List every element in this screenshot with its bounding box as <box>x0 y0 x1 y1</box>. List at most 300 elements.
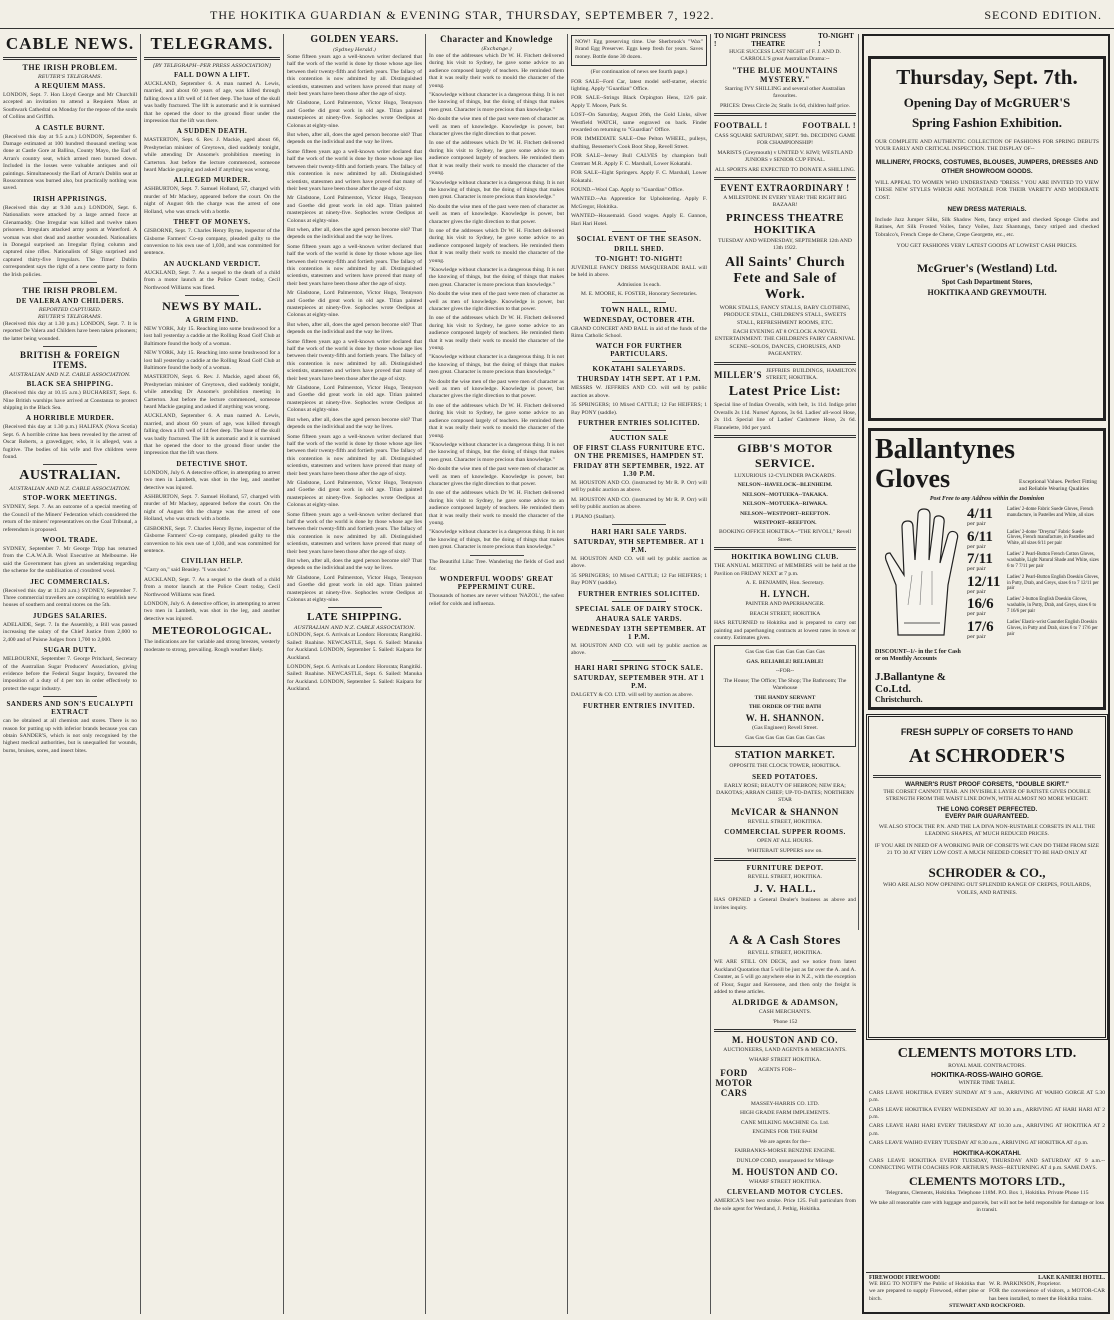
ad-heading: HOKITIKA-ROSS-WAIHO GORGE. <box>931 1072 1043 1080</box>
ad-text: Post Free to any Address within the Dominion <box>929 496 1045 502</box>
ad-text: NELSON--HAVELOCK--BLENHEIM. <box>737 482 833 489</box>
ad-heading: MILLER'S <box>714 369 763 380</box>
meteorological-heading: METEOROLOGICAL. <box>152 625 272 638</box>
ad-heading: WEDNESDAY 13TH SEPTEMBER. AT 1 P.M. <box>571 624 707 641</box>
timetable-entry: CARS LEAVE HOKITIKA EVERY SUNDAY AT 9 a.m., ARRIVING AT WAIHO GORGE AT 5.30 p.m. <box>869 1089 1105 1104</box>
price-row <box>967 530 1099 551</box>
ad-text: A. E. BENJAMIN, Hon. Secretary. <box>745 580 825 587</box>
article-text: Mr Gladstone, Lord Palmerston, Victor Hugo, Tennyson and Goethe did great work in old age. Titian painted masterpieces at ninety-five. Sophocles wrote Oedipus at Colonus at eighty-nine. <box>287 195 422 224</box>
article-text: LONDON, Sept. 7. Hon Lloyd George and Mr Churchill accepted an invitation to attend a Requiem Mass at Southwark Cathedral on Monday for the repose of the souls of Collins and Griffith. <box>3 92 137 121</box>
classified-ad: FOR SALE--Strings Black Orpington Hens, 12/6 pair. Apply T. Moore, Park St. <box>571 95 707 109</box>
british-items-heading: BRITISH & FOREIGN ITEMS. <box>19 350 121 371</box>
ad-text: Include Jazz Jumper Silks, Silk Shadow Nets, fancy striped and checked Sponge Cloths and Ratines, Art Silk Frosted Voiles, fancy Voiles, Jazz Shantungs, fancy striped and checked Tobralco's, French Crepe de Chene, Crepe Georgette, etc., etc. <box>875 217 1099 238</box>
article-heading: BLACK SEA SHIPPING. <box>26 380 114 389</box>
ad-heading: M. HOUSTON AND CO. <box>731 1035 839 1046</box>
ballantynes-company: J.Ballantyne & Co.Ltd. <box>875 671 946 695</box>
article-text: "Knowledge without character is a dangerous thing. It is not the knowing of things, but the doing of things that makes men great. Character is more precious than knowledge." <box>429 266 564 288</box>
ad-heading: FURTHER ENTRIES SOLICITED. <box>578 589 700 598</box>
article-text: GISBORNE, Sept. 7. Charles Henry Byrne, inspector of the Gisborne Farmers' Co-op company, pleaded guilty to the conversion to his own use of 1,030, and was committed for sentence. <box>144 525 280 554</box>
article-text: (Received this day at 9.30 a.m.) LONDON, Sept. 6. Nationalists were attacked by a large armed force at Glenamaddy. One Irregular was killed and twelve taken prisoners. Irregulars attacked army posts at Waterford. A woman was shot dead and another wounded. Nationalists in Donegal surprised an Irregular flying column and captured nine rifles. Nationalists of Sligo surprised and captured thirty-five Irregulars. The Times' Dublin correspondent says the right of a new centre party to form the Irish policies. <box>3 204 137 278</box>
ad-text: WILL APPEAL TO WOMEN WHO UNDERSTAND "DRESS." YOU ARE INVITED TO VIEW THESE NEW STYLES WHICH ARE NOTABLE FOR THEIR VARIETY AND MODERATE COST. <box>875 179 1099 201</box>
ad-heading: Latest Price List: <box>728 384 842 400</box>
article-text: (Received this day at 1.30 p.m.) LONDON, Sept. 7. It is reported De Valera and Childers have been taken prisoners; the latter being wounded. <box>3 320 137 342</box>
ad-text: Admission 1s each. <box>617 281 661 288</box>
ad-text: ROYAL MAIL CONTRACTORS. <box>948 1063 1026 1069</box>
price-desc: Ladies' 2 Pearl-Button French Cotton Gloves, washable, Light Natural Shade and White, sizes 6 to 7 7/11 per pair <box>1007 552 1099 569</box>
classified-ad: FOR IMMEDIATE SALE--One Pelton WHEEL, pulleys, shafting, Bessemer's Cook Boot Shop, Revell Street. <box>571 136 707 150</box>
ad-text: EARLY ROSE; BEAUTY OF HEBRON; NEW ERA; DAKOTAS; ARRAN CHIEF; UP-TO-DATES; NORTHERN STAR <box>716 782 854 804</box>
price-row <box>967 552 1099 573</box>
late-shipping-heading: LATE SHIPPING. <box>307 611 402 624</box>
ad-text: HOKITIKA AND GREYMOUTH. <box>927 287 1047 297</box>
article-text: AUCKLAND, September 6. A man named A. Lewis, married, and about 60 years of age, was killed through falling down a lift well of 14 feet deep. The base of the skull was badly fractured. The lift is automatic and it is surmised that he opened the door to the ground floor under the impression that the lift was there. <box>144 81 280 125</box>
classified-ad: FOR SALE--Ford Car, latest model self-starter, electric lighting. Apply "Guardian" Office. <box>571 78 707 93</box>
ad-heading: McVICAR & SHANNON <box>731 806 839 817</box>
ad-heading: FURTHER ENTRIES SOLICITED. <box>578 419 700 427</box>
ad-text: 'Phone 152 <box>772 1018 798 1025</box>
ad-text: MARISTS (Greymouth) v UNITED V. KIWI; WESTLAND JUNIORS v SENIOR CUP FINAL. <box>717 149 853 164</box>
timetable-entry: CARS LEAVE HARI HARI EVERY THURSDAY AT 10.30 a.m., ARRIVING AT HOKITIKA AT 2 p.m. <box>869 1123 1105 1137</box>
price-value: 4/11 <box>967 506 993 522</box>
ad-heading: EVENT EXTRAORDINARY ! <box>720 183 850 194</box>
ad-heading: NEW DRESS MATERIALS. <box>947 206 1027 214</box>
ad-text: WHARF STREET HOKITIKA. <box>748 1056 822 1063</box>
article-heading: FALL DOWN A LIFT. <box>174 71 250 79</box>
ad-text: WORK STALLS, FANCY STALLS, BABY CLOTHING, PRODUCE STALL, CHILDREN'S STALL, SWEETS STALL, REFRESHMENT ROOMS, ETC. <box>719 304 851 326</box>
ad-heading: W. H. SHANNON. <box>745 713 825 724</box>
article-text: No doubt the wise men of the past were men of character as well as men of knowledge. Knowledge is power, but character gives the right direction to that power. <box>429 116 564 138</box>
article-heading: IRISH APPRISINGS. <box>33 194 107 203</box>
ad-text: Spot Cash Department Stores, <box>941 277 1033 286</box>
ad-text: AUCTIONEERS, LAND AGENTS & MERCHANTS. <box>723 1047 847 1054</box>
ad-text: M. E. MOORE, K. FOSTER, Honorary Secretaries. <box>580 291 698 298</box>
ad-heading: FRESH SUPPLY OF CORSETS TO HAND <box>900 727 1074 737</box>
ad-text: MESSRS W. JEFFRIES AND CO. will sell by public auction as above. <box>571 385 707 399</box>
article-text: ASHBURTON, Sept. 7. Samuel Holland, 57, charged with murder of Mr Mackey, appeared before the court. On the night of August 6th the charge was the arrest of one Holland, who was struck with a bottle. <box>144 494 280 523</box>
ad-text: GAS. RELIABLE! RELIABLE! <box>746 658 824 665</box>
section-subhead: REUTER'S TELEGRAMS. <box>37 74 103 80</box>
article-text: In one of the addresses which Dr W. H. Fitchett delivered during his visit to Sydney, he gave some advice to an audience composed largely of teachers. He reminded them that it was really their work to mould the character of the young. <box>429 227 564 264</box>
article-text: But when, after all, does the aged person become old? That depends on the individual and the way he lives. <box>287 132 422 146</box>
column-telegrams <box>141 32 283 1314</box>
ad-text: M. HOUSTON AND CO. (instructed by Mr R. P. Orr) will sell by public auction as above. <box>571 496 707 511</box>
ad-text: HAS OPENED a General Dealer's business as above and invites inquiry. <box>714 897 856 911</box>
ad-text: OPPOSITE THE CLOCK TOWER, HOKITIKA. <box>729 763 841 770</box>
article-text: can be obtained at all chemists and stores. There is no reason for putting up with inferior brands because you can obtain SANDER'S, which is not only recognised by the highest medical authorities, but is unequalled for wounds, burns, bruises, sores, and insect bites. <box>3 718 137 754</box>
ad-text: CASH MERCHANTS. <box>758 1009 812 1016</box>
article-text: AUCKLAND, September 6. A man named A. Lewis, married, and about 60 years of age, was killed through falling down a lift well of 14 feet deep. The base of the skull was badly fractured. The lift is automatic and it is surmised that he opened the door to the ground floor under the impression that the lift was there. <box>144 413 280 457</box>
ad-heading: FOOTBALL ! <box>714 121 768 131</box>
glove-price-list <box>967 505 1099 704</box>
timetable-entry: CARS LEAVE HOKITIKA EVERY WEDNESDAY AT 10.30 a.m., ARRIVING AT HARI HARI AT 2 p.m. <box>869 1106 1105 1121</box>
ad-heading: M. HOUSTON AND CO. <box>731 1166 839 1177</box>
section-subhead: AUSTRALIAN AND N.Z. CABLE ASSOCIATION. <box>9 486 131 493</box>
ad-heading: THURSDAY 14TH SEPT. AT 1 P.M. <box>577 375 701 384</box>
ad-text: The House; The Office; The Shop; The Bathroom; The Warehouse <box>723 677 847 692</box>
ad-text: PRICES: Dress Circle 2s; Stalls 1s 6d, children half price. <box>719 102 851 109</box>
article-text: (Received this day at 10.15 a.m.) BUCHAREST, Sept. 6. Nine British warships have arrived at Constanza to protect shipping in the Black Sea. <box>3 390 137 411</box>
ad-heading: MILLINERY, FROCKS, COSTUMES, BLOUSES, JUMPERS, DRESSES AND OTHER SHOWROOM GOODS. <box>875 158 1099 175</box>
ad-heading: PRINCESS THEATRE HOKITIKA <box>726 211 844 236</box>
ad-heading: HARI HARI SALE YARDS. <box>591 528 687 537</box>
section-subhead: REPORTED CAPTURED. <box>38 306 102 313</box>
article-text: Mr Gladstone, Lord Palmerston, Victor Hugo, Tennyson and Goethe did great work in old age. Titian painted masterpieces at ninety-five. Sophocles wrote Oedipus at Colonus at eighty-nine. <box>287 479 422 509</box>
article-text: In one of the addresses which Dr W. H. Fitchett delivered during his visit to Sydney, he gave some advice to an audience composed largely of teachers. He reminded them that it was really their work to mould the character of the young. <box>429 490 564 526</box>
article-text: GISBORNE, Sept. 7. Charles Henry Byrne, inspector of the Gisborne Farmers' Co-op company, pleaded guilty to the conversion to his own use of 1,030, and was committed for sentence. <box>144 228 280 257</box>
ad-text: Exceptional Values. Perfect Fitting and Reliable Wearing Qualities <box>1019 479 1097 493</box>
article-text: AUCKLAND, Sept. 7. As a sequel to the death of a child from a motor launch at the Police Court today, Cecil Northwood Williams was fined. <box>144 576 280 598</box>
section-subhead: (Exchange.) <box>481 46 512 52</box>
ad-text: GRAND CONCERT AND BALL in aid of the funds of the Rimu Catholic School. <box>571 325 707 339</box>
article-text: LONDON, July 6. A detective officer, in attempting to arrest two men in Lambeth, was shot in the leg, and another detective was injured. <box>144 469 280 491</box>
ad-text: MASSEY-HARRIS CO. LTD. <box>750 1101 820 1108</box>
ad-heading: TOWN HALL, RIMU. <box>600 305 678 314</box>
ad-heading: WARNER'S RUST PROOF CORSETS, "DOUBLE SKIRT." <box>905 781 1069 788</box>
price-desc: Ladies' 2-dome Fabric Suede Gloves, French manufacture, in Pastelles and White, all sizes <box>1007 507 1094 518</box>
article-text: "Knowledge without character is a dangerous thing. It is not the knowing of things, but the doing of things that makes men great. Character is more precious than knowledge." <box>429 441 564 463</box>
ad-heading: TO-NIGHT! TO-NIGHT! <box>595 254 683 263</box>
section-subhead: REUTER'S TELEGRAMS. <box>37 313 103 320</box>
ad-text: Christchurch. <box>875 695 923 704</box>
ad-text: NELSON--MOTUEKA--RIWAKA. <box>742 501 828 508</box>
timetable-entry: CARS LEAVE HOKITIKA EVERY TUESDAY, THURSDAY AND SATURDAY AT 9 a.m.--CONNECTING WITH COACHES FOR ARTHUR'S PASS--RETURNING AT 4 p.m. SAME DAYS. <box>869 1157 1105 1172</box>
ad-text: JUVENILE FANCY DRESS MASQUERADE BALL will be held in above. <box>571 264 707 279</box>
ad-text: Starring IVY SHILLING and several other Australian favourites. <box>724 85 846 100</box>
ad-heading: FURNITURE DEPOT. <box>746 863 824 872</box>
ad-text: CANE MILKING MACHINE Co. Ltd. <box>740 1119 830 1126</box>
price-value: 17/6 <box>967 618 994 635</box>
ad-heading: SATURDAY, 9TH SEPTEMBER. AT 1 P.M. <box>573 538 705 555</box>
article-text: "Carry on," said Beasley. "I was shot." <box>144 567 231 574</box>
article-text: (Received this day at 11.20 a.m.) SYDNEY, September 7. Three commercial travellers are conspiring to establish new houses of southern and central stores on the 5th. <box>3 587 137 609</box>
ad-heading: CLEVELAND MOTOR CYCLES. <box>726 1188 844 1197</box>
price-per: per pair <box>967 567 986 573</box>
ad-heading: GIBB'S MOTOR SERVICE. <box>737 440 833 470</box>
ad-text: Telegrams, Clements, Hokitika. Telephone 118M. P.O. Box 1, Hokitika. Private Phone 115 <box>885 1190 1089 1197</box>
clements-name: CLEMENTS MOTORS LTD. <box>897 1046 1077 1061</box>
ad-heading: AUCTION SALE <box>609 434 669 442</box>
ballantynes-name: Ballantynes <box>875 434 1016 465</box>
ad-text: BEACH STREET, HOKITIKA <box>749 610 821 617</box>
cable-news-heading: CABLE NEWS. <box>5 34 135 53</box>
masthead-title: THE HOKITIKA GUARDIAN & EVENING STAR, THURSDAY, SEPTEMBER 7, 1922. <box>210 8 715 22</box>
masthead <box>0 0 1114 29</box>
article-text: LONDON, Sept. 6. Arrivals at London: Hororata; Rangitiki. Sailed: Ruahine. NEWCASTLE, Sept. 6. Sailed: Manuka for Auckland. LONDON, September 5. Sailed: Kaipara for Auckland. <box>287 664 423 693</box>
ad-text: W. R. PARKINSON, Proprietor. <box>989 1281 1062 1287</box>
ad-text: DALGETY & CO. LTD. will sell by auction as above. <box>571 692 694 699</box>
ad-text: EACH EVENING AT 8 O'CLOCK A NOVEL ENTERTAINMENT. THE CHILDREN'S FAIRY CARNIVAL SCENE--SOLOS, DANCES, CHORUSES, AND PAGEANTRY. <box>714 328 856 358</box>
article-heading: A REQUIEM MASS. <box>34 82 106 90</box>
article-text: In one of the addresses which Dr W. H. Fitchett delivered during his visit to Sydney, he gave some advice to an audience composed largely of teachers. He reminded them that it was really their work to mould the character of the young. <box>429 140 564 177</box>
classified-ad: FOR SALE--Jersey Bull CALVES by champion bull Contrast M.R. Apply F. C. Marshall, Lower Kokatahi. <box>571 153 707 167</box>
schroder-advert <box>866 714 1108 1040</box>
article-text: In one of the addresses which Dr W. H. Fitchett delivered during his visit to Sydney, he gave some advice to an audience composed largely of teachers. He reminded them that it was really their work to mould the character of the young. <box>429 53 564 89</box>
article-text: Some fifteen years ago a well-known writer declared that half the work of the world is done by those whose age lies between their twenty-fifth and fortieth years. The fallacy of this contention is now admitted by all. Distinguished scientists, statesmen and writers have proved that many of their best years have been those after the age of sixty. <box>287 243 422 287</box>
ad-heading: FIREWOOD! FIREWOOD! <box>869 1275 941 1281</box>
article-heading: JUDGES SALARIES. <box>32 611 108 620</box>
price-desc: Ladies' 2-button English Doeskin Gloves, washable, in Putty, Drab, and Greys, sizes 6 to 7 16/6 per pair <box>1007 597 1097 614</box>
article-text: SYDNEY, September 7. Mr George Tripp has returned from the C.A.W.A.B. Wool Executive at Melbourne. He said the Government has given an undertaking regarding the scheme for the stabilisation of crossbred wool. <box>3 546 137 575</box>
ad-text: WINTER TIME TABLE. <box>958 1080 1016 1087</box>
mcgruer-advert <box>868 56 1106 421</box>
article-heading: A CASTLE BURNT. <box>35 123 105 132</box>
article-text: "Knowledge without character is a dangerous thing. It is not the knowing of things, but the doing of things that makes men great. Character is more precious than knowledge." <box>429 92 564 113</box>
ad-heading: KOKATAHI SALEYARDS. <box>592 365 686 374</box>
ad-text: M. HOUSTON AND CO. will sell by public auction as above. <box>571 642 707 657</box>
ad-text: OPEN AT ALL HOURS. <box>757 838 813 845</box>
mcgruer-spring: Spring Fashion Exhibition. <box>912 115 1062 130</box>
ballantynes-gloves: Gloves <box>875 464 951 493</box>
ad-heading: FRIDAY 8TH SEPTEMBER, 1922. AT 1.30 P.M. <box>573 462 705 478</box>
ad-heading: HOKITIKA BOWLING CLUB. <box>731 553 839 562</box>
article-text: But when, after all, does the aged person become old? That depends on the individual and the way he lives. <box>287 558 422 572</box>
ad-heading: HARI HARI SPRING STOCK SALE. <box>574 664 704 673</box>
ad-heading: WATCH FOR FURTHER PARTICULARS. <box>595 342 683 359</box>
ad-text: ENGINES FOR THE FARM <box>752 1129 818 1136</box>
ad-heading: FOOTBALL ! <box>802 121 856 131</box>
ad-text: DISCOUNT--1/- in the £ for Cash or on Monthly Accounts <box>875 649 961 662</box>
mcgruer-company: McGruer's (Westland) Ltd. <box>916 260 1058 275</box>
article-text: Mr Gladstone, Lord Palmerston, Victor Hugo, Tennyson and Goethe did great work in old age. Titian painted masterpieces at ninety-five. Sophocles wrote Oedipus at Colonus at eighty-nine. <box>287 100 422 129</box>
ad-text: FAIRBANKS-MORSE BENZINE ENGINE. <box>734 1148 836 1155</box>
ad-heading: SOCIAL EVENT OF THE SEASON. <box>576 234 702 243</box>
ad-text: THE ORDER OF THE BATH <box>748 703 822 710</box>
ad-text: CASS SQUARE SATURDAY, SEPT. 9th. DECIDING GAME FOR CHAMPIONSHIP! <box>714 133 856 147</box>
ad-heading: SPECIAL SALE OF DAIRY STOCK. <box>575 604 703 613</box>
ad-text: THE ANNUAL MEETING of MEMBERS will be held at the Pavilion on FRIDAY NEXT at 7 p.m. <box>714 563 856 577</box>
ad-heading: DRILL SHED. <box>614 244 664 253</box>
section-subhead: AUSTRALIAN AND N.Z. CABLE ASSOCIATION. <box>9 372 131 379</box>
article-text: No doubt the wise men of the past were men of character as well as men of knowledge. Knowledge is power, but character gives the right direction to that power. <box>429 466 564 487</box>
ad-text: NELSON--WESTPORT--REEFTON. <box>740 510 830 517</box>
ad-heading: FURTHER ENTRIES INVITED. <box>583 701 695 710</box>
ad-text: AMERICA'S best two stroke. Price 125. Full particulars from the sole agent for Westland, J. Pethig, Hokitika. <box>714 1198 856 1212</box>
ad-text: HAS RETURNED to Hokitika and is prepared to carry out painting and paperhanging contracts at lowest rates in town or country. Estimates given. <box>714 620 856 642</box>
clements-name: CLEMENTS MOTORS LTD., <box>908 1174 1066 1189</box>
character-knowledge-heading: Character and Knowledge <box>440 34 553 44</box>
article-text: But when, after all, does the aged person become old? That depends on the individual and the way he lives. <box>287 416 422 431</box>
article-text: Some fifteen years ago a well-known writer declared that half the work of the world is done by those whose age lies between their twenty-fifth and fortieth years. The fallacy of this contention is now admitted by all. Distinguished scientists, statesmen and writers have proved that many of their best years have been those after the age of sixty. <box>287 148 422 192</box>
article-text: ADELAIDE, Sept. 7. In the Assembly, a Bill was passed increasing the salary of the Chief Justice from 2,000 to 2,400 and of Puisne Judges from 1,700 to 2,000. <box>3 621 137 643</box>
article-heading: STOP-WORK MEETINGS. <box>22 494 118 503</box>
schroder-heading: At SCHRODER'S <box>908 745 1066 767</box>
article-text: "Knowledge without character is a dangerous thing. It is not the knowing of things, but the doing of things that makes men great. Character is more precious than knowledge." <box>429 529 564 551</box>
ad-text: PAINTER AND PAPERHANGER. <box>745 601 825 608</box>
ad-text: (Gas Engineer) Revell Street. <box>752 725 818 732</box>
article-text: NEW YORK, July 15. Reaching into some brushwood for a lost ball yesterday a caddie at the Rolling Road Golf Club at Baltimore found the body of a woman. <box>144 325 280 347</box>
price-row <box>967 575 1099 596</box>
article-text: But when, after all, does the aged person become old? That depends on the individual and the way he lives. <box>287 321 422 336</box>
news-by-mail-heading: NEWS BY MAIL. <box>162 298 262 313</box>
ad-text: REVELL STREET, HOKITIKA. <box>747 873 823 880</box>
article-text: Some fifteen years ago a well-known writer declared that half the work of the world is done by those whose age lies between their twenty-fifth and fortieth years. The fallacy of this contention is now admitted by all. Distinguished scientists, statesmen and writers have proved that many of their best years have been those after the age of sixty. <box>287 54 422 98</box>
ad-text: (For continuation of news see fourth page.) <box>590 69 688 76</box>
price-value: 12/11 <box>967 573 1001 590</box>
ad-text: LUXURIOUS 12-CYLINDER PACKARDS. <box>734 472 836 479</box>
ad-text: WE ARE STILL ON DECK, and we notice from latest Auckland Quotation that 5 will be just as far over the A. and A. Counter, as 5 will go anywhere else in N.Z., with the exception of Flour, Sugar and Kerosene, and then only the freight is added to these articles. <box>714 959 856 996</box>
article-heading: JEC COMMERCIALS. <box>30 577 110 586</box>
ad-text: WHARF STREET HOKITIKA. <box>748 1178 822 1185</box>
ad-text: THE CORSET CANNOT TEAR. AN INVISIBLE LAYER OF BATISTE GIVES DOUBLE STRENGTH FROM THE WAIST LINE DOWN, WITH ALMOST NO MORE WEIGHT. <box>883 789 1091 803</box>
article-heading: A GRIM FIND. <box>185 315 239 324</box>
ad-heading: TO-NIGHT ! <box>818 32 854 48</box>
article-text: SYDNEY, Sept. 7. As an outcome of a special meeting of the Council of the Miners' Federation which considered the return of the miners' representatives on the Coal Tribunal, a referendum is proposed. <box>3 504 137 533</box>
article-text: No doubt the wise men of the past were men of character as well as men of knowledge. Knowledge is power, but character gives the right direction to that power. <box>429 378 564 400</box>
ad-text: FOR the convenience of visitors, a MOTOR-CAR has been installed, to meet the Hokitika trains. <box>989 1288 1105 1302</box>
ad-text: HUGE SUCCESS LAST NIGHT of F. J. AND D. CARROLL'S great Australian Drama:-- <box>729 49 841 63</box>
price-desc: Ladies' 2 Pearl-Button English Doeskin Gloves, in Putty, Drab, and Greys, sizes 6 to 7 12/11 per pair <box>1007 574 1099 592</box>
article-heading: AN AUCKLAND VERDICT. <box>163 259 261 268</box>
article-text: ASHBURTON, Sept. 7. Samuel Holland, 57, charged with murder of Mr Mackey, appeared before the court. On the night of August 6th the charge was the arrest of one Holland, who was struck with a bottle. <box>144 186 280 215</box>
ad-heading: HOKITIKA-KOKATAHI. <box>953 1149 1021 1157</box>
price-per: per pair <box>967 544 986 550</box>
classified-ad: WANTED--Housemaid. Good wages. Apply E. Gannon, Hari Hari Hotel. <box>571 213 707 227</box>
ad-heading: EVERY PAIR GUARANTEED. <box>945 812 1029 820</box>
ballantynes-advert <box>868 428 1106 710</box>
article-text: Mr Gladstone, Lord Palmerston, Victor Hugo, Tennyson and Goethe did great work in old age. Titian painted masterpieces at ninety-five. Sophocles wrote Oedipus at Colonus at eighty-nine. <box>287 290 422 319</box>
column-cable-news <box>0 32 140 1314</box>
classified-ad: LOST--On Saturday, August 26th, the Gold Links, silver Westfield WATCH, same engraved on back. Finder rewarded on returning to "Guardian" Office. <box>571 112 707 134</box>
section-subhead: AUSTRALIAN AND N.Z. CABLE ASSOCIATION. <box>294 625 415 632</box>
ad-heading: H. LYNCH. <box>760 589 810 600</box>
ad-heading: THE LONG CORSET PERFECTED. <box>936 805 1038 813</box>
mcgruer-opening: Opening Day of McGRUER'S <box>903 95 1071 110</box>
ad-text: 1 PIANO (Stallart). <box>571 513 615 520</box>
ad-text: AGENTS FOR-- <box>758 1067 797 1074</box>
article-heading: SANDERS AND SON'S EUCALYPTI EXTRACT <box>6 700 134 717</box>
article-heading: THEFT OF MONEYS. <box>173 218 251 227</box>
ad-text: REVELL STREET, HOKITIKA. <box>747 818 823 825</box>
article-text: LONDON, Sept. 6. Arrivals at London: Hororata; Rangitiki. Sailed: Ruahine. NEWCASTLE, Sept. 6. Sailed: Manuka for Auckland. LONDON, September 5. Sailed: Kaipara for Auckland. <box>287 632 423 661</box>
article-heading: A SUDDEN DEATH. <box>176 127 248 136</box>
article-heading: SUGAR DUTY. <box>43 646 97 655</box>
ad-heading: LAKE KANIERI HOTEL. <box>1038 1275 1105 1281</box>
ad-text: Special line of Indian Overalls, with belt, 1s 11d. Indigo print Overalls 2s 11d. Nurses' Aprons, 3s 6d. Ladies' all-wool Hose, 2s 11d. Special line of Ladies' Cashmere Hose, 2s 6d. Flannelette, 10d per yard. <box>714 402 856 431</box>
ad-heading: SEED POTATOES. <box>752 772 818 781</box>
ad-text: DUNLOP CORD, unsurpassed for Mileage <box>736 1157 834 1164</box>
ad-text: --FOR-- <box>775 668 795 675</box>
australian-heading: AUSTRALIAN. <box>19 468 121 484</box>
ad-text: OUR COMPLETE AND AUTHENTIC COLLECTION OF FASHIONS FOR SPRING DEBUTS YOUR EARLY AND CRITICAL INSPECTION. THE DISPLAY OF-- <box>875 139 1099 153</box>
ad-heading: COMMERCIAL SUPPER ROOMS. <box>724 828 846 837</box>
ad-heading: "THE BLUE MOUNTAINS MYSTERY." <box>732 65 838 84</box>
ad-heading: All Saints' Church Fete and Sale of Work. <box>725 254 845 302</box>
price-per: per pair <box>967 612 986 618</box>
lake-kanieri-advert <box>866 1272 1108 1314</box>
article-text: The indications are for variable and strong breezes, westerly moderate to strong, prevailing. Rough weather likely. <box>144 639 280 653</box>
article-heading: WONDERFUL WOODS' GREAT PEPPERMINT CURE. <box>439 575 554 592</box>
ad-text: 35 SPRINGERS; 10 Mixed CATTLE; 12 Fat HEIFERS; 1 Bay PONY (saddle). <box>571 402 707 416</box>
ad-heading: SATURDAY, SEPTEMBER 9TH. AT 1 P.M. <box>573 674 705 691</box>
price-per: per pair <box>967 634 986 640</box>
glove-icon <box>878 505 964 645</box>
article-text: Some fifteen years ago a well-known writer declared that half the work of the world is done by those whose age lies between their twenty-fifth and fortieth years. The fallacy of this contention is now admitted by all. Distinguished scientists, statesmen and writers have proved that many of their best years have been those after the age of sixty. <box>287 511 422 555</box>
telegrams-heading: TELEGRAMS. <box>150 34 274 53</box>
price-value: 7/11 <box>967 551 993 568</box>
ad-text: A MILESTONE IN EVERY YEAR! THE RIGHT BIG BAZAAR! <box>723 195 847 209</box>
article-heading: A HORRIBLE MURDER. <box>25 414 115 423</box>
column-stores <box>711 930 859 1314</box>
ad-heading: ALDRIDGE & ADAMSON, <box>731 998 839 1008</box>
ad-heading: WEDNESDAY, OCTOBER 4TH. <box>583 315 695 324</box>
ad-heading: FORD MOTOR CARS <box>715 1068 753 1099</box>
section-subhead: (Sydney Herald.) <box>332 47 377 53</box>
article-text: But when, after all, does the aged person become old? That depends on the individual and the way he lives. <box>287 226 422 241</box>
ad-text: ALL SPORTS ARE EXPECTED TO DONATE A SHILLING. <box>714 166 856 173</box>
price-per: per pair <box>967 522 986 527</box>
ad-text: M. HOUSTON AND CO. will sell by public auction as above. <box>571 556 707 570</box>
aa-cash-stores-heading: A & A Cash Stores <box>729 932 841 947</box>
ad-text: WHO ARE ALSO NOW OPENING OUT SPLENDID RANGE OF CREPES, FOULARDS, VOILES, AND RATINES. <box>882 882 1092 896</box>
timetable-entry: CARS LEAVE WAIHO EVERY TUESDAY AT 8.30 a.m., ARRIVING AT HOKITIKA AT 4 p.m. <box>869 1140 1089 1147</box>
ad-text: IF YOU ARE IN NEED OF A WORKING PAIR OF CORSETS WE CAN DO THEM FROM SIZE 21 TO 30 AT VERY LOW COST. A MUCH NEEDED CORSET TO BE HAD ONLY AT <box>874 842 1100 857</box>
ad-heading: OF FIRST CLASS FURNITURE ETC. ON THE PREMISES, HAMPDEN ST. <box>573 444 705 460</box>
price-row <box>967 597 1099 618</box>
schroder-company: SCHRODER & CO., <box>928 865 1046 881</box>
price-row <box>967 620 1099 641</box>
ad-text: HIGH GRADE FARM IMPLEMENTS. <box>739 1110 831 1117</box>
article-heading: ALLEGED MURDER. <box>173 176 251 185</box>
golden-years-heading: GOLDEN YEARS. <box>310 34 399 45</box>
ad-text: NOW! Egg preserving time. Use Sherbrook's "Wax" Brand Egg Preserver. Eggs keep fresh for years. Saves money. Bottle done 30 dozen. <box>575 39 703 60</box>
price-row <box>967 507 1099 528</box>
irish-problem-heading: THE IRISH PROBLEM. <box>22 63 118 72</box>
edition-label: SECOND EDITION. <box>984 8 1102 22</box>
classified-ad: FOUND.--Wool Cap. Apply to "Guardian" Office. <box>571 186 684 193</box>
column-golden-years <box>284 32 425 1314</box>
article-text: Thousands of homes are never without 'NAZOL', the safest relief for colds and influenza. <box>429 593 564 607</box>
column-classifieds <box>568 32 710 1314</box>
article-text: LONDON, July 6. A detective officer, in attempting to arrest two men in Lambeth, was shot in the leg, and another detective was injured. <box>144 600 280 622</box>
article-text: MASTERTON, Sept. 6. Rev. J. Mackie, aged about 66, Presbyterian minister of Greytown, died suddenly tonight, while attending Dr Ansome's prohibition meeting in Carterton. Just before the lecture commenced, someone heard Mackie gasping and asked if anything was wrong. <box>144 137 280 174</box>
ad-text: WE BEG TO NOTIFY the Public of Hokitika that we are prepared to supply Firewood, either pine or birch. <box>869 1281 985 1302</box>
article-text: AUCKLAND, Sept. 7. As a sequel to the death of a child from a motor launch at the Police Court today, Cecil Northwood Williams was fined. <box>144 269 280 291</box>
article-text: No doubt the wise men of the past were men of character as well as men of knowledge. Knowledge is power, but character gives the right direction to that power. <box>429 291 564 312</box>
ad-text: JEFFRIES BUILDINGS, HAMILTON STREET, HOKITIKA. <box>766 367 856 381</box>
ad-text: Gas Gas Gas Gas Gas Gas Gas Gas <box>745 734 825 741</box>
ad-text: 35 SPRINGERS; 10 Mixed CATTLE; 12 Fat HEIFERS; 1 Bay PONY (saddle). <box>571 572 707 587</box>
article-text: (Received this day at 1.30 p.m.) HALIFAX (Nova Scotia) Sept. 6. A horrible crime has been revealed by the arrest of Oscar Roberts, a gravedigger, who, it is alleged, was a fugitive. The bodies of his wife and five children were found. <box>3 424 137 460</box>
article-text: MELBOURNE, September 7. George Pritchard, Secretary of the Australian Sugar Producers' Association, giving evidence before the Federal Sugar Inquiry, favoured the imposition of a duty of 4 per ton in order effectively to protect the sugar industry. <box>3 656 137 692</box>
classified-ad: WANTED.--An Apprentice for Upholstering. Apply F. McGregor, Hokitika. <box>571 196 707 210</box>
ad-text: WE ALSO STOCK THE P.N. AND THE LA DIVA NON-RUSTABLE CORSETS IN ALL THE LEADING SHAPES, AT MUCH REDUCED PRICES. <box>878 823 1096 838</box>
article-text: MASTERTON, Sept. 6. Rev. J. Mackie, aged about 66, Presbyterian minister of Greytown, died suddenly tonight, while attending Dr Ansome's prohibition meeting in Carterton. Just before the lecture commenced, someone heard Mackie gasping and asked if anything was wrong. <box>144 374 280 410</box>
ad-text: We are agents for the-- <box>759 1138 811 1145</box>
article-text: NEW YORK, July 15. Reaching into some brushwood for a lost ball yesterday a caddie at the Rolling Road Golf Club at Baltimore found the body of a woman. <box>144 350 280 371</box>
article-text: In one of the addresses which Dr W. H. Fitchett delivered during his visit to Sydney, he gave some advice to an audience composed largely of teachers. He reminded them that it was really their work to mould the character of the young. <box>429 315 564 352</box>
ad-heading: STATION MARKET. <box>734 750 836 762</box>
ad-text: STEWART AND ROCKFORD. <box>949 1303 1025 1310</box>
price-desc: Ladies' Elastic-wrist Gauntlet English Doeskin Gloves, in Putty and Drab, sizes 6 to 7 17/6 per pair <box>1007 619 1098 637</box>
article-text: Mr Gladstone, Lord Palmerston, Victor Hugo, Tennyson and Goethe did great work in old age. Titian painted masterpieces at ninety-five. Sophocles wrote Oedipus at Colonus at eighty-nine. <box>287 385 422 414</box>
price-value: 16/6 <box>967 596 994 613</box>
price-value: 6/11 <box>967 528 993 545</box>
article-text: Mr Gladstone, Lord Palmerston, Victor Hugo, Tennyson and Goethe did great work in old age. Titian painted masterpieces at ninety-five. Sophocles wrote Oedipus at Colonus at eighty-nine. <box>287 574 422 604</box>
ad-heading: AHAURA SALE YARDS. <box>595 614 683 623</box>
ad-text: M. HOUSTON AND CO. (instructed by Mr R. P. Orr) will sell by public auction as above. <box>571 480 707 494</box>
ad-heading: PRINCESS THEATRE <box>751 32 786 48</box>
ad-text: NELSON--MOTUEKA--TAKAKA. <box>742 491 828 498</box>
article-heading: DETECTIVE SHOT. <box>176 459 248 468</box>
ad-heading: TO NIGHT ! <box>714 32 749 48</box>
price-desc: Ladies' 2-dome "Dreyma" Fabric Suede Gloves, French manufacture, in Pastelles and White, all sizes 6/11 per pair <box>1007 529 1094 547</box>
article-text: "Knowledge without character is a dangerous thing. It is not the knowing of things, but the doing of things that makes men great. Character is more precious than knowledge." <box>429 179 564 201</box>
article-text: Some fifteen years ago a well-known writer declared that half the work of the world is done by those whose age lies between their twenty-fifth and fortieth years. The fallacy of this contention is now admitted by all. Distinguished scientists, statesmen and writers have proved that many of their best years have been those after the age of sixty. <box>287 433 422 477</box>
price-per: per pair <box>967 589 986 595</box>
ad-text: THE HANDY SERVANT <box>754 694 816 701</box>
ad-heading: J. V. HALL. <box>753 883 817 896</box>
article-text: (Received this day at 9.5 a.m.) LONDON, September 6. Damage estimated at 100 hundred thousand sterling was done at Castle Gore at Ballina, County Mayo, the Earl of Arran's country seat, which armed men burned down. Included in the losses were valuable antiques and oil paintings. Simultaneously the Earl of Arran's Dublin seat at Rosscommon was burned also, but practically nothing was saved. <box>3 133 137 192</box>
